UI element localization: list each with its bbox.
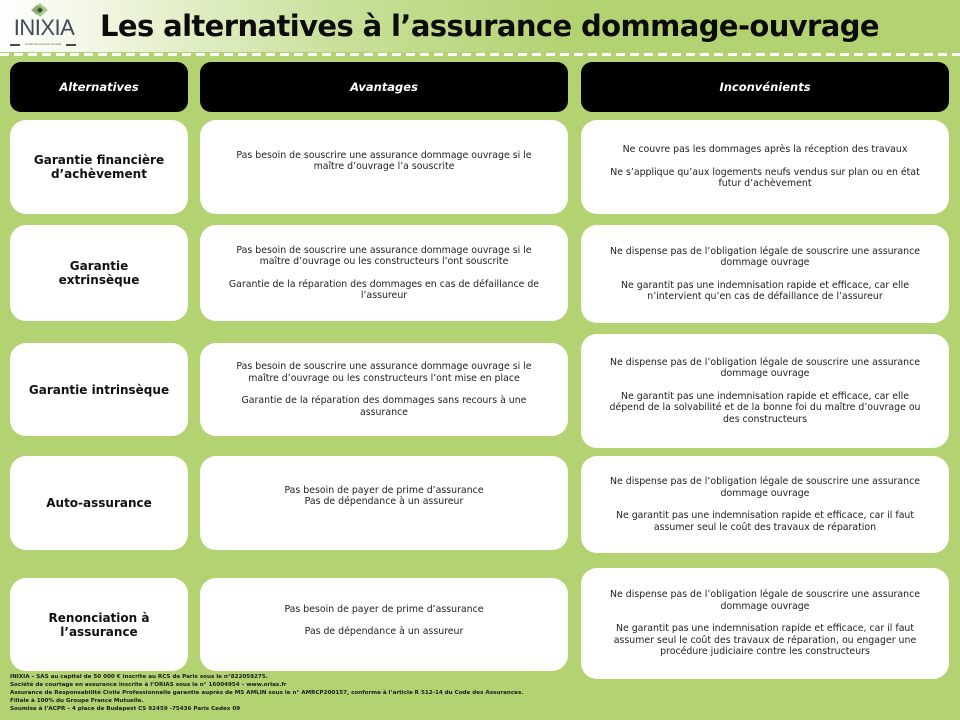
legal-footer [10,673,610,713]
column-header-alternatives: Alternatives [10,62,188,112]
inconvenient-item: Ne dispense pas de l’obligation légale de souscrire une assurance dommage ouvrage [610,589,920,612]
alternative-label: Garantie extrinsèque [58,259,140,287]
inconvenient-item: Ne dispense pas de l’obligation légale de souscrire une assurance dommage ouvrage [610,245,920,268]
inconvenient-item: Ne garantit pas une indemnisation rapide et efficace, car il faut assumer seul le coût des travaux de réparation, ou engager une procédure judiciaire contre les constructeurs [613,623,917,658]
inconvenient-item: Ne garantit pas une indemnisation rapide et efficace, car il faut assumer seul le coût des travaux de réparation [615,510,915,533]
footer-line: INIXIA – SAS au capital de 50 000 € inscrite au RCS de Paris sous le n°822059275. [10,674,268,680]
alternative-card [10,456,188,550]
column-header-inconvenients: Inconvénients [581,62,949,112]
avantages-card [200,120,568,214]
avantage-item: Pas besoin de payer de prime d’assurance [284,603,484,615]
inconvenient-item: Ne dispense pas de l’obligation légale de souscrire une assurance dommage ouvrage [610,476,920,499]
footer-line: Société de courtage en assurance inscrite à l’ORIAS sous le n° 16004954 – www.orias.fr [10,682,287,688]
logo-text: INIXIA [13,15,75,40]
inconvenients-card [581,120,949,214]
avantage-item: Pas besoin de souscrire une assurance dommage ouvrage si le maître d’ouvrage l’a souscrite [236,149,532,172]
dashed-divider [0,53,960,56]
inconvenient-item: Ne dispense pas de l’obligation légale de souscrire une assurance dommage ouvrage [610,356,920,380]
alternative-label: Garantie intrinsèque [28,382,170,397]
avantage-item: Garantie de la réparation des dommages en cas de défaillance de l’assureur [228,278,540,301]
avantages-card [200,578,568,671]
inconvenients-card [581,225,949,323]
alternative-label: Renonciation à l’assurance [48,610,150,639]
footer-line: Soumise à l’ACPR – 4 place de Budapest CS 92459 -75436 Paris Cedex 09 [10,706,241,712]
footer-line: Assurance de Responsabilité Civile Professionnelle garantie auprès de MS AMLIN sous le n° AMRCP200157, conforme à l’article R 512-14 du Code des Assurances. [10,690,524,696]
alternative-label: Garantie financière d’achèvement [33,153,165,181]
avantage-item: Pas besoin de souscrire une assurance dommage ouvrage si le maître d’ouvrage ou les constructeurs l’ont souscrite [236,244,532,267]
logo-tagline: Audit Assurance Conseil [10,42,76,47]
alternative-card [10,120,188,214]
inconvenients-card [581,334,949,448]
inconvenient-item: Ne s’applique qu’aux logements neufs vendus sur plan ou en état futur d’achèvement [610,166,920,190]
inconvenient-item: Ne garantit pas une indemnisation rapide et efficace, car elle dépend de la solvabilité et de la bonne foi du maître d’ouvrage ou des constructeurs [609,390,921,425]
inconvenients-card [581,568,949,679]
avantages-card [200,225,568,321]
alternative-label: Auto-assurance [46,496,152,510]
avantage-item: Pas de dépendance à un assureur [304,496,464,507]
inconvenients-card [581,456,949,553]
inconvenient-item: Ne garantit pas une indemnisation rapide et efficace, car elle n’intervient qu’en cas de défaillance de l’assureur [620,279,909,302]
avantage-item: Garantie de la réparation des dommages sans recours à une assurance [241,395,527,418]
avantage-item: Pas besoin de payer de prime d’assurance [284,484,484,496]
inixia-logo [8,3,78,49]
footer-line: Filiale à 100% du Groupe France Mutuelle. [10,698,144,704]
inconvenient-item: Ne couvre pas les dommages après la réception des travaux [622,144,908,156]
avantages-card [200,456,568,550]
alternative-card [10,578,188,671]
alternative-card [10,343,188,436]
page-title: Les alternatives à l’assurance dommage-ouvrage [100,9,879,43]
alternative-card [10,225,188,321]
column-header-avantages: Avantages [200,62,568,112]
avantage-item: Pas besoin de souscrire une assurance dommage ouvrage si le maître d’ouvrage ou les constructeurs l’ont mise en place [236,361,532,384]
avantage-item: Pas de dépendance à un assureur [304,626,464,637]
avantages-card [200,343,568,436]
